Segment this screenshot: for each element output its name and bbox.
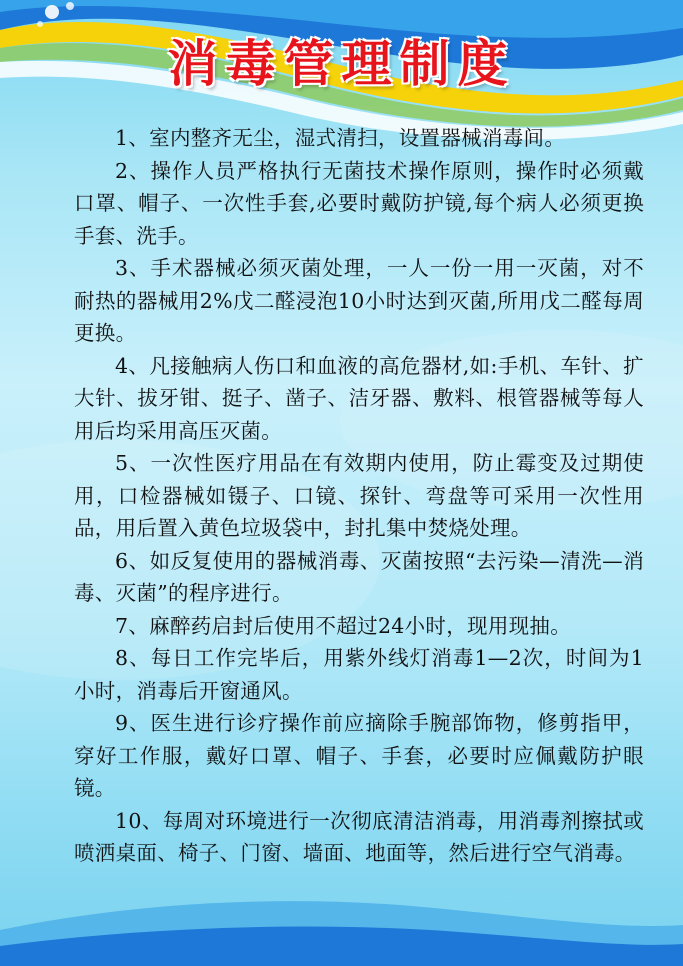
rule-item: 9、医生进行诊疗操作前应摘除手腕部饰物，修剪指甲，穿好工作服，戴好口罩、帽子、手套，必要时应佩戴防护眼镜。 [74, 711, 644, 800]
rule-item: 8、每日工作完毕后，用紫外线灯消毒1—2次，时间为1小时，消毒后开窗通风。 [74, 646, 644, 703]
page-title: 消毒管理制度 [167, 35, 516, 93]
rule-item: 5、一次性医疗用品在有效期内使用，防止霉变及过期使用，口检器械如镊子、口镜、探针、弯盘等可采用一次性用品，用后置入黄色垃圾袋中，封扎集中焚烧处理。 [74, 451, 644, 540]
rule-item: 1、室内整齐无尘，湿式清扫，设置器械消毒间。 [115, 126, 566, 150]
rule-item: 2、操作人员严格执行无菌技术操作原则，操作时必须戴口罩、帽子、一次性手套,必要时戴防护镜,每个病人必须更换手套、洗手。 [74, 158, 644, 248]
rule-item: 3、手术器械必须灭菌处理，一人一份一用一灭菌，对不耐热的器械用2%戊二醛浸泡10小时达到灭菌,所用戊二醛每周更换。 [74, 256, 644, 345]
rule-item: 7、麻醉药启封后使用不超过24小时，现用现抽。 [115, 613, 572, 638]
rule-item: 4、凡接触病人伤口和血液的高危器材,如:手机、车针、扩大针、拔牙钳、挺子、凿子、洁牙器、敷料、根管器械等每人用后均采用高压灭菌。 [74, 353, 644, 443]
bubble [45, 5, 59, 19]
rule-item: 6、如反复使用的器械消毒、灭菌按照“去污染—清洗—消毒、灭菌”的程序进行。 [74, 548, 644, 605]
rules-list [74, 122, 644, 870]
bubble [66, 2, 74, 10]
rule-item: 10、每周对环境进行一次彻底清洁消毒，用消毒剂擦拭或喷洒桌面、椅子、门窗、墙面、地面等，然后进行空气消毒。 [74, 808, 644, 865]
